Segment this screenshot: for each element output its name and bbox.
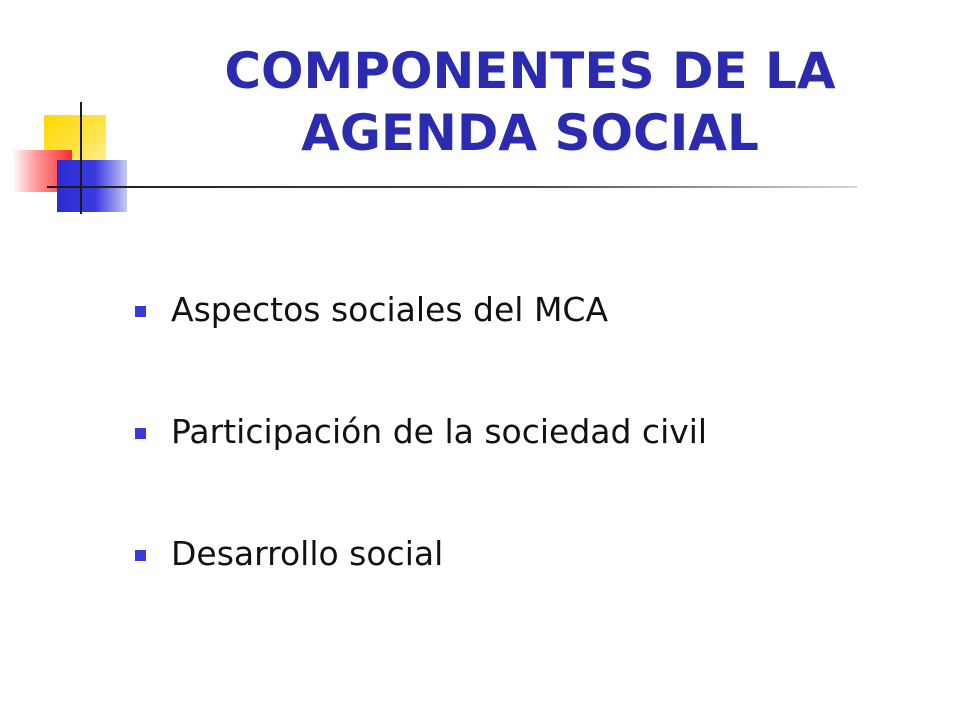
bullet-text: Aspectos sociales del MCA [171, 290, 609, 329]
bullet-text: Participación de la sociedad civil [171, 412, 708, 451]
slide-title-line-2: AGENDA SOCIAL [301, 104, 759, 162]
square-bullet-icon [135, 306, 146, 317]
slide-title-line-1: COMPONENTES DE LA [224, 42, 836, 100]
title-underline-rule [47, 186, 857, 188]
decorative-squares [0, 0, 150, 230]
vertical-rule [80, 102, 82, 214]
bullet-text: Desarrollo social [171, 534, 444, 573]
square-bullet-icon [135, 428, 146, 439]
square-bullet-icon [135, 550, 146, 561]
slide-title [150, 40, 910, 164]
